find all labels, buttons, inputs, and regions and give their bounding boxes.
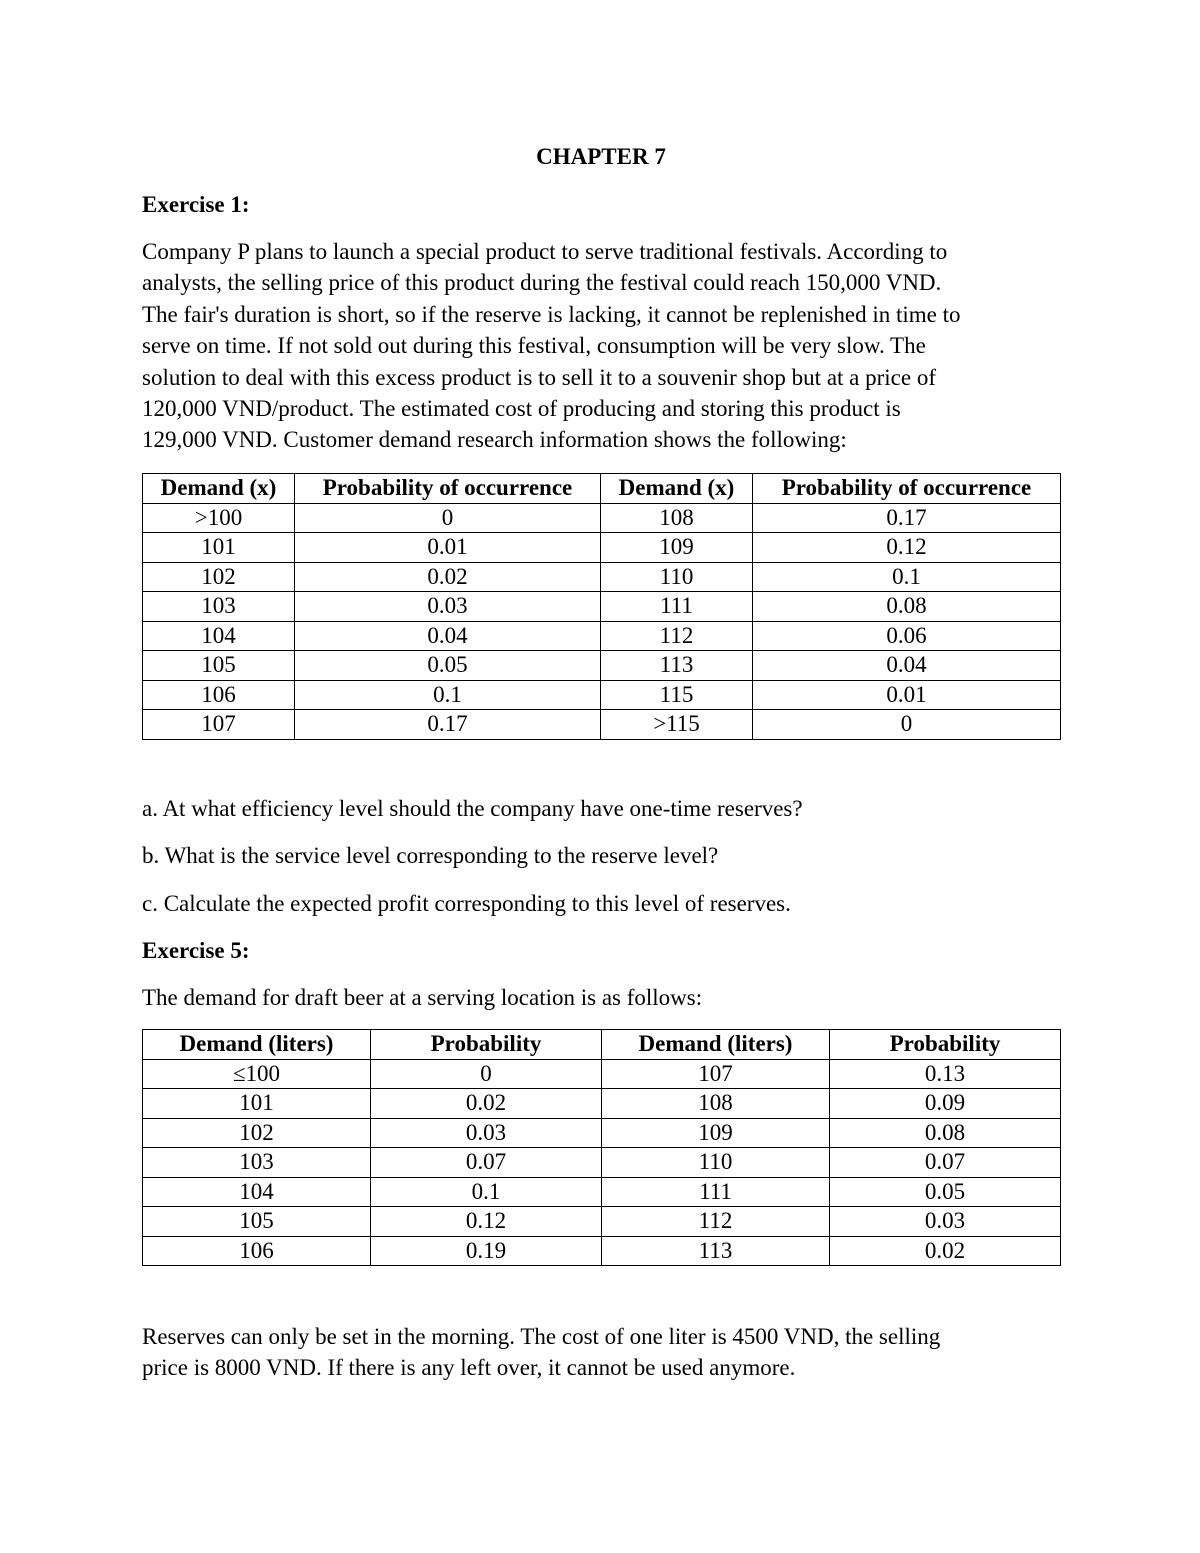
table-row [143,1207,1061,1237]
table-cell: 112 [602,1207,830,1237]
table-cell: 0.12 [371,1207,602,1237]
table-row [143,680,1061,710]
column-header: Probability [371,1030,602,1060]
table-cell: 107 [143,710,295,740]
table-row [143,1118,1061,1148]
table-cell: 109 [601,533,753,563]
column-header: Demand (x) [143,474,295,504]
chapter-title: CHAPTER 7 [536,144,666,169]
table-cell: 0.05 [830,1177,1061,1207]
paragraph-line: Company P plans to launch a special product to serve traditional festivals. According to [142,239,948,264]
table-row [143,651,1061,681]
exercise-1-heading: Exercise 1: [142,192,250,217]
table-cell: 102 [143,1118,371,1148]
table-row [143,1148,1061,1178]
table-cell: 103 [143,1148,371,1178]
column-header: Demand (liters) [602,1030,830,1060]
paragraph-line: solution to deal with this excess product is to sell it to a souvenir shop but at a price of [142,364,937,390]
table-cell: 113 [602,1236,830,1266]
column-header: Demand (x) [601,474,753,504]
table-cell: 0 [371,1059,602,1089]
table-cell: 0.01 [753,680,1061,710]
table-cell: 0.17 [753,503,1061,533]
table-cell: 0.1 [295,680,601,710]
exercise-1-demand-table [142,473,1061,740]
exercise-5-closing [142,1321,1060,1384]
column-header: Probability of occurrence [295,474,601,504]
table-cell: 0 [295,503,601,533]
table-cell: 108 [602,1089,830,1119]
table-cell: 110 [601,562,753,592]
table-row [143,592,1061,622]
paragraph-line: price is 8000 VND. If there is any left over, it cannot be used anymore. [142,1355,796,1381]
table-cell: 0.13 [830,1059,1061,1089]
exercise-5-heading: Exercise 5: [142,938,250,963]
table-cell: 0.05 [295,651,601,681]
column-header: Probability [830,1030,1061,1060]
paragraph-line: 129,000 VND. Customer demand research information shows the following: [142,427,847,453]
exercise-5-intro: The demand for draft beer at a serving location is as follows: [142,985,703,1010]
table-cell: 111 [601,592,753,622]
table-cell: 0.06 [753,621,1061,651]
table-cell: 0.1 [753,562,1061,592]
table-cell: 0.08 [830,1118,1061,1148]
table-row [143,621,1061,651]
table-cell: 0.01 [295,533,601,563]
table-row [143,1089,1061,1119]
table-cell: 0.17 [295,710,601,740]
table-cell: 0.1 [371,1177,602,1207]
table-cell: 101 [143,533,295,563]
table-header-row [143,474,1061,504]
column-header: Demand (liters) [143,1030,371,1060]
exercise-5-demand-table [142,1029,1061,1266]
table-cell: 115 [601,680,753,710]
table-cell: 111 [602,1177,830,1207]
question-a: a. At what efficiency level should the company have one-time reserves? [142,796,803,821]
table-row [143,533,1061,563]
table-cell: >115 [601,710,753,740]
table-cell: 113 [601,651,753,681]
table-row [143,1059,1061,1089]
table-cell: 0.03 [830,1207,1061,1237]
paragraph-line: analysts, the selling price of this product during the festival could reach 150,000 VND. [142,270,942,296]
table-row [143,503,1061,533]
exercise-1-paragraph [142,236,1060,456]
table-row [143,562,1061,592]
table-cell: 0.07 [830,1148,1061,1178]
table-cell: 106 [143,680,295,710]
table-cell: 0.02 [830,1236,1061,1266]
table-cell: 104 [143,1177,371,1207]
table-cell: 0.02 [371,1089,602,1119]
table-cell: 107 [602,1059,830,1089]
table-cell: ≤100 [143,1059,371,1089]
table-cell: 0.02 [295,562,601,592]
table-cell: 0.12 [753,533,1061,563]
paragraph-line: The fair's duration is short, so if the reserve is lacking, it cannot be replenished in time to [142,301,961,327]
paragraph-line: serve on time. If not sold out during this festival, consumption will be very slow. The [142,333,926,359]
table-cell: 0.03 [371,1118,602,1148]
table-cell: 105 [143,1207,371,1237]
table-cell: 109 [602,1118,830,1148]
table-cell: 108 [601,503,753,533]
table-row [143,1177,1061,1207]
question-b: b. What is the service level corresponding to the reserve level? [142,843,719,868]
table-cell: 104 [143,621,295,651]
table-cell: 0.04 [295,621,601,651]
table-cell: 106 [143,1236,371,1266]
table-cell: 110 [602,1148,830,1178]
table-cell: 103 [143,592,295,622]
table-cell: 0.08 [753,592,1061,622]
table-row [143,1236,1061,1266]
paragraph-line: 120,000 VND/product. The estimated cost of producing and storing this product is [142,396,901,422]
table-cell: 112 [601,621,753,651]
table-header-row [143,1030,1061,1060]
table-cell: 102 [143,562,295,592]
table-cell: 0.03 [295,592,601,622]
table-cell: 0.04 [753,651,1061,681]
table-cell: >100 [143,503,295,533]
table-cell: 0.07 [371,1148,602,1178]
table-cell: 0 [753,710,1061,740]
question-c: c. Calculate the expected profit corresponding to this level of reserves. [142,891,791,916]
table-cell: 105 [143,651,295,681]
table-row [143,710,1061,740]
column-header: Probability of occurrence [753,474,1061,504]
table-cell: 101 [143,1089,371,1119]
paragraph-line: Reserves can only be set in the morning. The cost of one liter is 4500 VND, the selling [142,1324,941,1349]
table-cell: 0.09 [830,1089,1061,1119]
table-cell: 0.19 [371,1236,602,1266]
